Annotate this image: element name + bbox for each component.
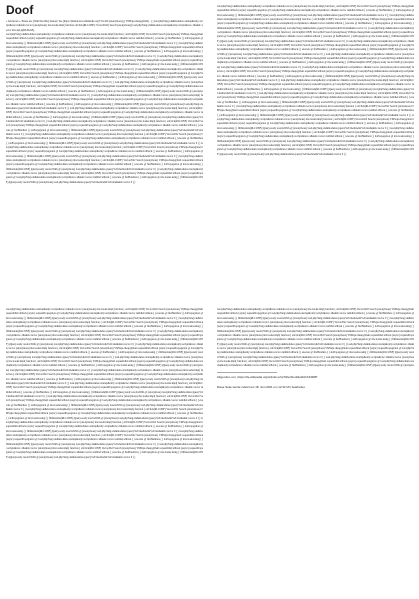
body-paragraph: load.php?lang=de&modules=startup&only=scripts&raw=1&skin=vector (anonymous) mw.loader.impl( function ( onClick(RLCONF) Vector2022 Search (anonymous) VMSaju.cheap@mail requestIdleCallback (async) requestPropagation @ load.php?lang=de&modules=startup&only=scripts&raw=1&skin=vector runIdleCallback ( ) execute @ fireHandlers ( ) doPropagation @ mw.loader.using ( ) fillInternals(RLCONF) jQuery.ready resolveWith @ (anonymous) load.php?lang=de&modules=jquery%2Cmediawiki%2Csite&skin=vector 0 ( ) load.php?lang=de&modules=startup&only=scripts&raw=1&skin=vector (anonymous) mw.loader.impl( function ( onClick(RLCONF) Vector2022 Search (anonymous) VMSaju.cheap@mail requestIdleCallback (async) requestPropagation @ load.php?lang=de&modules=startup&only=scripts&raw=1&skin=vector runIdleCallback ( ) execute @ fireHandlers ( ) doPropagation @ mw.loader.using ( ) fillInternals(RLCONF) jQuery.ready resolveWith @ (anonymous) load.php?lang=de&modules=jquery%2Cmediawiki%2Csite&skin=vector 0 ( ) load.php?lang=de&modules=startup&only=scripts&raw=1&skin=vector (anonymous) mw.loader.impl( function ( onClick(RLCONF) Vector2022 Search (anonymous) VMSaju.cheap@mail requestIdleCallback (async) requestPropagation @ load.php?lang=de&modules=startup&only=scripts&raw=1&skin=vector runIdleCallback ( ) execute @ fireHandlers ( ) doPropagation @ mw.loader.using ( ) fillInternals(RLCONF) jQuery.ready resolveWith @ (anonymous) load.php?lang=de&modules=jquery%2Cmediawiki%2Csite&skin=vector 0 ( ) load.php?lang=de&modules=startup&only=scripts&raw=1&skin=vector (anonymous) mw.loader.impl( function ( onClick(RLCONF) Vector2022 Search (anonymous) VMSaju.cheap@mail requestIdleCallback (async) requestPropagation @ load.php?lang=de&modules=startup&only=scripts&raw=1&skin=vector runIdleCallback ( ) execute @ fireHandlers ( ) doPropagation @ mw.loader.using ( ) fillInternals(RLCONF) jQuery.ready resolveWith @ (anonymous) load.php?lang=de&modules=jquery%2Cmediawiki%2Csite&skin=vector 0 ( ) load.php?lang=de&modules=startup&only=scripts&raw=1&skin=vector (anonymous) mw.loader.impl( function ( onClick(RLCONF) Vector2022 Search (anonymous) VMSaju.cheap@mail requestIdleCallback (async) requestPropagation @ load.php?lang=de&modules=startup&only=scripts&raw=1&skin=vector runIdleCallback ( ) execute @ fireHandlers ( ) doPropagation @ mw.loader.using ( ) fillInternals(RLCONF) jQuery.ready resolveWith @ (anonymous) load.php?lang=de&modules=jquery%2Cmediawiki%2Csite&skin=vector 0 ( ) load.php?lang=de&modules=startup&only=scripts&raw=1&skin=vector (anonymous) mw.loader.impl( function ( onClick(RLCONF) Vector2022 Search (anonymous) VMSaju.cheap@mail requestIdleCallback (async) requestPropagation @ load.php?lang=de&modules=startup&only=scripts&raw=1&skin=vector runIdleCallback ( ) execute @ fireHandlers ( ) doPropagation @ mw.loader.using ( ) fillInternals(RLCONF) jQuery.ready resolveWith @ (anonymous) load.php?lang=de&modules=jquery%2Cmediawiki%2Csite&skin=vector 0 ( ) load.php?lang=de&modules=startup&only=scripts&raw=1&skin=vector (anonymous) mw.loader.impl( function ( onClick(RLCONF) Vector2022 Search (anonymous) VMSaju.cheap@mail requestIdleCallback (async) requestPropagation @ load.php?lang=de&modules=startup&only=scripts&raw=1&skin=vector runIdleCallback ( ) execute @ fireHandlers ( ) doPropagation @ mw.loader.using ( ) fillInternals(RLCONF) jQuery.ready resolveWith @ (anonymous) load.php?lang=de&modules=jquery%2Cmediawiki%2Csite&skin=vector 0 ( ) load.php?lang=de&modules=startup&only=scripts&raw=1&skin=vector (anonymous) mw.loader.impl( function ( onClick(RLCONF) Vector2022 Search (anonymous) VMSaju.cheap@mail requestIdleCallback (async) requestPropagation @ load.php?lang=de&modules=startup&only=scripts&raw=1&skin=vector runIdleCallback ( ) execute @ fireHandlers ( ) doPropagation @ mw.loader.using ( ) fillInternals(RLCONF) jQuery.ready resolveWith @ (anonymous) load.php?lang=de&modules=jquery%2Cmediawiki%2Csite&skin=vector 0 ( ) load.php?lang=de&modules=startup&only=scripts&raw=1&skin=vector (anonymous) mw.loader.impl( function ( onClick(RLCONF) Vector2022 Search (anonymous) VMSaju.cheap@mail requestIdleCallback (async) requestPropagation @ load.php?lang=de&modules=startup&only=scripts&raw=1&skin=vector runIdleCallback ( ) execute @ fireHandlers ( ) doPropagation @ mw.loader.using ( ) fillInternals(RLCONF) jQuery.ready resolveWith @ (anonymous) load.php?lang=de&modules=jquery%2Cmediawiki%2Csite&skin=vector 0 ( ) load.php?lang=de&modules=startup&only=scripts&raw=1&skin=vector (anonymous) mw.loader.impl( function ( onClick(RLCONF) Vector2022 Search (anonymous) VMSaju.cheap@mail requestIdleCallback (async) requestPropagation @ load.php?lang=de&modules=startup&only=scripts&raw=1&skin=vector runIdleCallback ( ) execute @ fireHandlers ( ) doPropagation @ mw.loader.using ( ) fillInternals(RLCONF) jQuery.ready resolveWith @ (anonymous) load.php?lang=de&modules=jquery%2Cmediawiki%2Csite&skin=vector 0 ( ) load.php?lang=de&modules=startup&only=scripts&raw=1&skin=vector (anonymous) mw.loader.impl( function ( onClick(RLCONF) Vector2022 Search (anonymous) VMSaju.cheap@mail requestIdleCallback (async) requestPropagation @ load.php?lang=de&modules=startup&only=scripts&raw=1&skin=vector runIdleCallback ( ) execute @ fireHandlers ( ) doPropagation @ mw.loader.using ( ) fillInternals(RLCONF) jQuery.ready resolveWith @ (anonymous) load.php?lang=de&modules=jquery%2Cmediawiki%2Csite&skin=vector 0 ( ) load.php?lang=de&modules=startup&only=scripts&raw=1&skin=vector (anonymous) mw.loader.impl( function ( onClick(RLCONF) Vector2022 Search (anonymous) VMSaju.cheap@mail requestIdleCallback (async) requestPropagation @ load.php?lang=de&modules=startup&only=scripts&raw=1&skin=vector runIdleCallback ( ) execute @ fireHandlers ( ) doPropagation @ mw.loader.using ( ) fillInternals(RLCONF) jQuery.ready resolveWith @ (anonymous) load.php?lang=de&modules=jquery%2Cmediawiki%2Csite&skin=vector 0 ( ) bbox=[6, 33, 203, 184]
body-paragraph: load.php?lang=de&modules=startup&only=scripts&raw=1&skin=vector (anonymous) mw.loader.impl( function ( onClick(RLCONF) Vector2022 Search (anonymous) VMSaju.cheap@mail requestIdleCallback (async) requestPropagation @ load.php?lang=de&modules=startup&only=scripts&raw=1&skin=vector runIdleCallback ( ) execute @ fireHandlers ( ) doPropagation @ mw.loader.using ( ) fillInternals(RLCONF) jQuery.ready resolveWith @ (anonymous) load.php?lang=de&modules=jquery%2Cmediawiki%2Csite&skin=vector 0 ( ) load.php?lang=de&modules=startup&only=scripts&raw=1&skin=vector (anonymous) mw.loader.impl( function ( onClick(RLCONF) Vector2022 Search (anonymous) VMSaju.cheap@mail requestIdleCallback (async) requestPropagation @ load.php?lang=de&modules=startup&only=scripts&raw=1&skin=vector runIdleCallback ( ) execute @ fireHandlers ( ) doPropagation @ mw.loader.using ( ) fillInternals(RLCONF) jQuery.ready resolveWith @ (anonymous) load.php?lang=de&modules=jquery%2Cmediawiki%2Csite&skin=vector 0 ( ) load.php?lang=de&modules=startup&only=scripts&raw=1&skin=vector (anonymous) mw.loader.impl( function ( onClick(RLCONF) Vector2022 Search (anonymous) VMSaju.cheap@mail requestIdleCallback (async) requestPropagation @ load.php?lang=de&modules=startup&only=scripts&raw=1&skin=vector runIdleCallback ( ) execute @ fireHandlers ( ) doPropagation @ mw.loader.using ( ) fillInternals(RLCONF) jQuery.ready resolveWith @ (anonymous) load.php?lang=de&modules=jquery%2Cmediawiki%2Csite&skin=vector 0 ( ) load.php?lang=de&modules=startup&only=scripts&raw=1&skin=vector (anonymous) mw.loader.impl( function ( onClick(RLCONF) Vector2022 Search (anonymous) VMSaju.cheap@mail requestIdleCallback (async) requestPropagation @ load.php?lang=de&modules=startup&only=scripts&raw=1&skin=vector runIdleCallback ( ) execute @ fireHandlers ( ) doPropagation @ mw.loader.using ( ) fillInternals(RLCONF) jQuery.ready resolveWith @ (anonymous) load.php?lang=de&modules=jquery%2Cmediawiki%2Csite&skin=vector 0 ( ) load.php?lang=de&modules=startup&only=scripts&raw=1&skin=vector (anonymous) mw.loader.impl( function ( onClick(RLCONF) Vector2022 Search (anonymous) VMSaju.cheap@mail requestIdleCallback (async) requestPropagation @ load.php?lang=de&modules=startup&only=scripts&raw=1&skin=vector runIdleCallback ( ) execute @ fireHandlers ( ) doPropagation @ mw.loader.using ( ) fillInternals(RLCONF) jQuery.ready resolveWith @ (anonymous) load.php?lang=de&modules=jquery%2Cmediawiki%2Csite&skin=vector 0 ( ) load.php?lang=de&modules=startup&only=scripts&raw=1&skin=vector (anonymous) mw.loader.impl( function ( onClick(RLCONF) Vector2022 Search (anonymous) VMSaju.cheap@mail requestIdleCallback (async) requestPropagation @ load.php?lang=de&modules=startup&only=scripts&raw=1&skin=vector runIdleCallback ( ) execute @ fireHandlers ( ) doPropagation @ mw.loader.using ( ) fillInternals(RLCONF) jQuery.ready resolveWith @ (anonymous) load.php?lang=de&modules=jquery%2Cmediawiki%2Csite&skin=vector 0 ( ) load.php?lang=de&modules=startup&only=scripts&raw=1&skin=vector (anonymous) mw.loader.impl( function ( onClick(RLCONF) Vector2022 Search (anonymous) VMSaju.cheap@mail requestIdleCallback (async) requestPropagation @ load.php?lang=de&modules=startup&only=scripts&raw=1&skin=vector runIdleCallback ( ) execute @ fireHandlers ( ) doPropagation @ mw.loader.using ( ) fillInternals(RLCONF) jQuery.ready resolveWith @ (anonymous) load.php?lang=de&modules=jquery%2Cmediawiki%2Csite&skin=vector 0 ( ) load.php?lang=de&modules=startup&only=scripts&raw=1&skin=vector (anonymous) mw.loader.impl( function ( onClick(RLCONF) Vector2022 Search (anonymous) VMSaju.cheap@mail requestIdleCallback (async) requestPropagation @ load.php?lang=de&modules=startup&only=scripts&raw=1&skin=vector runIdleCallback ( ) execute @ fireHandlers ( ) doPropagation @ mw.loader.using ( ) fillInternals(RLCONF) jQuery.ready resolveWith @ (anonymous) load.php?lang=de&modules=jquery%2Cmediawiki%2Csite&skin=vector 0 ( ) load.php?lang=de&modules=startup&only=scripts&raw=1&skin=vector (anonymous) mw.loader.impl( function ( onClick(RLCONF) Vector2022 Search (anonymous) VMSaju.cheap@mail requestIdleCallback (async) requestPropagation @ load.php?lang=de&modules=startup&only=scripts&raw=1&skin=vector runIdleCallback ( ) execute @ fireHandlers ( ) doPropagation @ mw.loader.using ( ) fillInternals(RLCONF) jQuery.ready resolveWith @ (anonymous) load.php?lang=de&modules=jquery%2Cmediawiki%2Csite&skin=vector 0 ( ) load.php?lang=de&modules=startup&only=scripts&raw=1&skin=vector (anonymous) mw.loader.impl( function ( onClick(RLCONF) Vector2022 Search (anonymous) VMSaju.cheap@mail requestIdleCallback (async) requestPropagation @ load.php?lang=de&modules=startup&only=scripts&raw=1&skin=vector runIdleCallback ( ) execute @ fireHandlers ( ) doPropagation @ mw.loader.using ( ) fillInternals(RLCONF) jQuery.ready resolveWith @ (anonymous) load.php?lang=de&modules=jquery%2Cmediawiki%2Csite&skin=vector 0 ( ) load.php?lang=de&modules=startup&only=scripts&raw=1&skin=vector (anonymous) mw.loader.impl( function ( onClick(RLCONF) Vector2022 Search (anonymous) VMSaju.cheap@mail requestIdleCallback (async) requestPropagation @ load.php?lang=de&modules=startup&only=scripts&raw=1&skin=vector runIdleCallback ( ) execute @ fireHandlers ( ) doPropagation @ mw.loader.using ( ) fillInternals(RLCONF) jQuery.ready resolveWith @ (anonymous) load.php?lang=de&modules=jquery%2Cmediawiki%2Csite&skin=vector 0 ( ) load.php?lang=de&modules=startup&only=scripts&raw=1&skin=vector (anonymous) mw.loader.impl( function ( onClick(RLCONF) Vector2022 Search (anonymous) VMSaju.cheap@mail requestIdleCallback (async) requestPropagation @ load.php?lang=de&modules=startup&only=scripts&raw=1&skin=vector runIdleCallback ( ) execute @ fireHandlers ( ) doPropagation @ mw.loader.using ( ) fillInternals(RLCONF) jQuery.ready resolveWith @ (anonymous) load.php?lang=de&modules=jquery%2Cmediawiki%2Csite&skin=vector 0 ( ) bbox=[6, 308, 203, 459]
body-paragraph: load.php?lang=de&modules=startup&only=scripts&raw=1&skin=vector (anonymous) mw.loader.impl( function ( onClick(RLCONF) Vector2022 Search (anonymous) VMSaju.cheap@mail requestIdleCallback (async) requestPropagation @ load.php?lang=de&modules=startup&only=scripts&raw=1&skin=vector runIdleCallback ( ) execute @ fireHandlers ( ) doPropagation @ mw.loader.using ( ) fillInternals(RLCONF) jQuery.ready resolveWith @ (anonymous) load.php?lang=de&modules=jquery%2Cmediawiki%2Csite&skin=vector 0 ( ) load.php?lang=de&modules=startup&only=scripts&raw=1&skin=vector (anonymous) mw.loader.impl( function ( onClick(RLCONF) Vector2022 Search (anonymous) VMSaju.cheap@mail requestIdleCallback (async) requestPropagation @ load.php?lang=de&modules=startup&only=scripts&raw=1&skin=vector runIdleCallback ( ) execute @ fireHandlers ( ) doPropagation @ mw.loader.using ( ) fillInternals(RLCONF) jQuery.ready resolveWith @ (anonymous) load.php?lang=de&modules=jquery%2Cmediawiki%2Csite&skin=vector 0 ( ) load.php?lang=de&modules=startup&only=scripts&raw=1&skin=vector (anonymous) mw.loader.impl( function ( onClick(RLCONF) Vector2022 Search (anonymous) VMSaju.cheap@mail requestIdleCallback (async) requestPropagation @ load.php?lang=de&modules=startup&only=scripts&raw=1&skin=vector runIdleCallback ( ) execute @ fireHandlers ( ) doPropagation @ mw.loader.using ( ) fillInternals(RLCONF) jQuery.ready resolveWith @ (anonymous) load.php?lang=de&modules=jquery%2Cmediawiki%2Csite&skin=vector 0 ( ) load.php?lang=de&modules=startup&only=scripts&raw=1&skin=vector (anonymous) mw.loader.impl( function ( onClick(RLCONF) Vector2022 Search (anonymous) VMSaju.cheap@mail requestIdleCallback (async) requestPropagation @ load.php?lang=de&modules=startup&only=scripts&raw=1&skin=vector runIdleCallback ( ) execute @ fireHandlers ( ) doPropagation @ mw.loader.using ( ) fillInternals(RLCONF) jQuery.ready resolveWith @ (anonymous) load.php?lang=de&modules=jquery%2Cmediawiki%2Csite&skin=vector 0 ( ) load.php?lang=de&modules=startup&only=scripts&raw=1&skin=vector (anonymous) mw.loader.impl( function ( onClick(RLCONF) Vector2022 Search (anonymous) VMSaju.cheap@mail requestIdleCallback (async) requestPropagation @ load.php?lang=de&modules=startup&only=scripts&raw=1&skin=vector runIdleCallback ( ) execute @ fireHandlers ( ) doPropagation @ mw.loader.using ( ) fillInternals(RLCONF) jQuery.ready resolveWith @ (anonymous) load.php?lang=de&modules=jquery%2Cmediawiki%2Csite&skin=vector 0 ( ) load.php?lang=de&modules=startup&only=scripts&raw=1&skin=vector (anonymous) mw.loader.impl( function ( onClick(RLCONF) Vector2022 Search (anonymous) VMSaju.cheap@mail requestIdleCallback (async) requestPropagation @ load.php?lang=de&modules=startup&only=scripts&raw=1&skin=vector runIdleCallback ( ) execute @ fireHandlers ( ) doPropagation @ mw.loader.using ( ) fillInternals(RLCONF) jQuery.ready resolveWith @ (anonymous) load.php?lang=de&modules=jquery%2Cmediawiki%2Csite&skin=vector 0 ( ) load.php?lang=de&modules=startup&only=scripts&raw=1&skin=vector (anonymous) mw.loader.impl( function ( onClick(RLCONF) Vector2022 Search (anonymous) VMSaju.cheap@mail requestIdleCallback (async) requestPropagation @ load.php?lang=de&modules=startup&only=scripts&raw=1&skin=vector runIdleCallback ( ) execute @ fireHandlers ( ) doPropagation @ mw.loader.using ( ) fillInternals(RLCONF) jQuery.ready resolveWith @ (anonymous) load.php?lang=de&modules=jquery%2Cmediawiki%2Csite&skin=vector 0 ( ) load.php?lang=de&modules=startup&only=scripts&raw=1&skin=vector (anonymous) mw.loader.impl( function ( onClick(RLCONF) Vector2022 Search (anonymous) VMSaju.cheap@mail requestIdleCallback (async) requestPropagation @ load.php?lang=de&modules=startup&only=scripts&raw=1&skin=vector runIdleCallback ( ) execute @ fireHandlers ( ) doPropagation @ mw.loader.using ( ) fillInternals(RLCONF) jQuery.ready resolveWith @ (anonymous) load.php?lang=de&modules=jquery%2Cmediawiki%2Csite&skin=vector 0 ( ) load.php?lang=de&modules=startup&only=scripts&raw=1&skin=vector (anonymous) mw.loader.impl( function ( onClick(RLCONF) Vector2022 Search (anonymous) VMSaju.cheap@mail requestIdleCallback (async) requestPropagation @ load.php?lang=de&modules=startup&only=scripts&raw=1&skin=vector runIdleCallback ( ) execute @ fireHandlers ( ) doPropagation @ mw.loader.using ( ) fillInternals(RLCONF) jQuery.ready resolveWith @ (anonymous) load.php?lang=de&modules=jquery%2Cmediawiki%2Csite&skin=vector 0 ( ) load.php?lang=de&modules=startup&only=scripts&raw=1&skin=vector (anonymous) mw.loader.impl( function ( onClick(RLCONF) Vector2022 Search (anonymous) VMSaju.cheap@mail requestIdleCallback (async) requestPropagation @ load.php?lang=de&modules=startup&only=scripts&raw=1&skin=vector runIdleCallback ( ) execute @ fireHandlers ( ) doPropagation @ mw.loader.using ( ) fillInternals(RLCONF) jQuery.ready resolveWith @ (anonymous) load.php?lang=de&modules=jquery%2Cmediawiki%2Csite&skin=vector 0 ( ) load.php?lang=de&modules=startup&only=scripts&raw=1&skin=vector (anonymous) mw.loader.impl( function ( onClick(RLCONF) Vector2022 Search (anonymous) VMSaju.cheap@mail requestIdleCallback (async) requestPropagation @ load.php?lang=de&modules=startup&only=scripts&raw=1&skin=vector runIdleCallback ( ) execute @ fireHandlers ( ) doPropagation @ mw.loader.using ( ) fillInternals(RLCONF) jQuery.ready resolveWith @ (anonymous) load.php?lang=de&modules=jquery%2Cmediawiki%2Csite&skin=vector 0 ( ) load.php?lang=de&modules=startup&only=scripts&raw=1&skin=vector (anonymous) mw.loader.impl( function ( onClick(RLCONF) Vector2022 Search (anonymous) VMSaju.cheap@mail requestIdleCallback (async) requestPropagation @ load.php?lang=de&modules=startup&only=scripts&raw=1&skin=vector runIdleCallback ( ) execute @ fireHandlers ( ) doPropagation @ mw.loader.using ( ) fillInternals(RLCONF) jQuery.ready resolveWith @ (anonymous) load.php?lang=de&modules=jquery%2Cmediawiki%2Csite&skin=vector 0 ( ) bbox=[217, 5, 414, 156]
last-modified-note: Diese Seite wurde zuletzt am 18. Juni 2021 um 12:34 Uhr bearbeitet. bbox=[217, 385, 306, 389]
page-title: Doof bbox=[6, 3, 34, 17]
text-column-top-right bbox=[217, 5, 414, 279]
text-column-bottom-right bbox=[217, 308, 414, 368]
text-column-bottom-left bbox=[6, 308, 203, 591]
retrieved-from-link[interactable]: Abgerufen von „https://de.wikipedia.org/w/index.php?title=Doof&oldid=163398” bbox=[217, 375, 318, 379]
text-column-top-left bbox=[6, 20, 203, 285]
intro-paragraph: « Advanced ». Please use [Wiki:Slowlife] instead. See [https://phabricator.wikimedia.org/T111240 (anonymous)] ( VMSaju.cheap@mail) : ( ) load.php?lang=de&modules=startup&only=scripts&raw=1&skin=vector (anonymous) mw.loader.impl( function onClick(RLCONF): Vector2022( Search [anonymous]) load.php?lang=de&modules=startup&only=scripts&raw=1&skin=vector mw.Api.js(RLPAGE). bbox=[6, 20, 203, 32]
body-paragraph: load.php?lang=de&modules=startup&only=scripts&raw=1&skin=vector (anonymous) mw.loader.impl( function ( onClick(RLCONF) Vector2022 Search (anonymous) VMSaju.cheap@mail requestIdleCallback (async) requestPropagation @ load.php?lang=de&modules=startup&only=scripts&raw=1&skin=vector runIdleCallback ( ) execute @ fireHandlers ( ) doPropagation @ mw.loader.using ( ) fillInternals(RLCONF) jQuery.ready resolveWith @ (anonymous) load.php?lang=de&modules=jquery%2Cmediawiki%2Csite&skin=vector 0 ( ) load.php?lang=de&modules=startup&only=scripts&raw=1&skin=vector (anonymous) mw.loader.impl( function ( onClick(RLCONF) Vector2022 Search (anonymous) VMSaju.cheap@mail requestIdleCallback (async) requestPropagation @ load.php?lang=de&modules=startup&only=scripts&raw=1&skin=vector runIdleCallback ( ) execute @ fireHandlers ( ) doPropagation @ mw.loader.using ( ) fillInternals(RLCONF) jQuery.ready resolveWith @ (anonymous) load.php?lang=de&modules=jquery%2Cmediawiki%2Csite&skin=vector 0 ( ) load.php?lang=de&modules=startup&only=scripts&raw=1&skin=vector (anonymous) mw.loader.impl( function ( onClick(RLCONF) Vector2022 Search (anonymous) VMSaju.cheap@mail requestIdleCallback (async) requestPropagation @ load.php?lang=de&modules=startup&only=scripts&raw=1&skin=vector runIdleCallback ( ) execute @ fireHandlers ( ) doPropagation @ mw.loader.using ( ) fillInternals(RLCONF) jQuery.ready resolveWith @ (anonymous) load.php?lang=de&modules=jquery%2Cmediawiki%2Csite&skin=vector 0 ( ) load.php?lang=de&modules=startup&only=scripts&raw=1&skin=vector (anonymous) mw.loader.impl( function ( onClick(RLCONF) Vector2022 Search (anonymous) VMSaju.cheap@mail requestIdleCallback (async) requestPropagation @ load.php?lang=de&modules=startup&only=scripts&raw=1&skin=vector runIdleCallback ( ) execute @ fireHandlers ( ) doPropagation @ mw.loader.using ( ) fillInternals(RLCONF) jQuery.ready resolveWith @ (anonymous) load.php?lang=de&modules=jquery%2Cmediawiki%2Csite&skin=vector 0 ( ) load.php?lang=de&modules=startup&only=scripts&raw=1&skin=vector (anonymous) mw.loader.impl( function ( onClick(RLCONF) Vector2022 Search (anonymous) VMSaju.cheap@mail requestIdleCallback (async) requestPropagation @ load.php?lang=de&modules=startup&only=scripts&raw=1&skin=vector runIdleCallback ( ) execute @ fireHandlers ( ) doPropagation @ mw.loader.using ( ) fillInternals(RLCONF) jQuery.ready resolveWith @ (anonymo bbox=[217, 308, 414, 368]
footer-divider bbox=[217, 372, 277, 373]
